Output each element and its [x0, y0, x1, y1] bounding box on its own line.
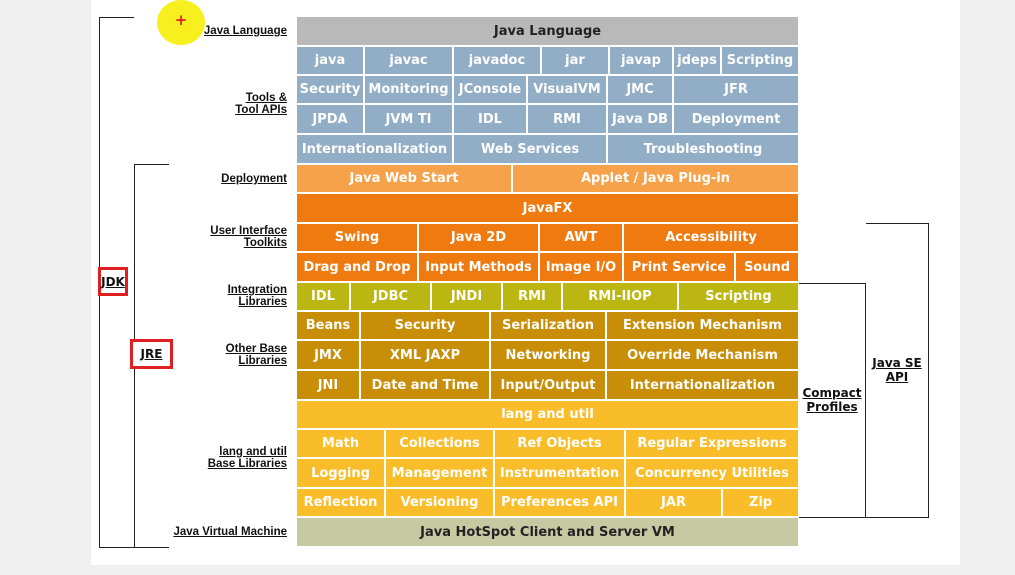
- cell-input-output: Input/Output: [490, 370, 606, 400]
- cell-jni: JNI: [296, 370, 360, 400]
- cell-swing: Swing: [296, 223, 418, 252]
- cell-scripting: Scripting: [721, 46, 799, 75]
- cell-sound: Sound: [735, 252, 799, 282]
- cell-java-db: Java DB: [607, 104, 673, 134]
- java-se-api-label: [867, 356, 927, 384]
- cell-lang-and-util: lang and util: [296, 400, 799, 429]
- label-other-line1: Other Base: [225, 343, 287, 355]
- cell-java-language: Java Language: [296, 16, 799, 46]
- cell-networking: Networking: [490, 340, 606, 370]
- label-java-language: Java Language: [203, 25, 287, 37]
- label-integration-line2: Libraries: [238, 296, 287, 308]
- jre-highlight-box: [130, 339, 173, 369]
- cell-input-methods: Input Methods: [418, 252, 539, 282]
- cell-rmi: RMI: [527, 104, 607, 134]
- cell-java-2d: Java 2D: [418, 223, 539, 252]
- cell-scripting: Scripting: [678, 282, 799, 311]
- cursor-highlight: [157, 0, 205, 45]
- label-lang-line2: Base Libraries: [207, 458, 287, 470]
- cell-javadoc: javadoc: [453, 46, 541, 75]
- cell-concurrency-utilities: Concurrency Utilities: [625, 458, 799, 488]
- cell-zip: Zip: [722, 488, 799, 517]
- cell-management: Management: [385, 458, 494, 488]
- cell-monitoring: Monitoring: [364, 75, 453, 104]
- jdk-label: JDK: [101, 274, 125, 289]
- label-tools-line1: Tools &: [245, 92, 287, 104]
- cell-awt: AWT: [539, 223, 623, 252]
- label-deployment: Deployment: [221, 173, 287, 185]
- cell-security: Security: [296, 75, 364, 104]
- cell-jmx: JMX: [296, 340, 360, 370]
- label-lang-util: [208, 446, 287, 470]
- cell-regular-expressions: Regular Expressions: [625, 429, 799, 458]
- cell-accessibility: Accessibility: [623, 223, 799, 252]
- compact-line2: Profiles: [806, 400, 858, 414]
- cell-troubleshooting: Troubleshooting: [607, 134, 799, 164]
- cell-javap: javap: [609, 46, 673, 75]
- cell-applet-java-plug-in: Applet / Java Plug-in: [512, 164, 799, 193]
- label-tools-line2: Tool APIs: [235, 104, 287, 116]
- label-integration-line1: Integration: [227, 284, 287, 296]
- cell-jndi: JNDI: [431, 282, 502, 311]
- label-tools: [235, 92, 287, 116]
- cell-jar: jar: [541, 46, 609, 75]
- cell-javafx: JavaFX: [296, 193, 799, 223]
- cell-override-mechanism: Override Mechanism: [606, 340, 799, 370]
- cell-serialization: Serialization: [490, 311, 606, 340]
- javase-line1: Java SE: [872, 356, 922, 370]
- cell-ref-objects: Ref Objects: [494, 429, 625, 458]
- cell-preferences-api: Preferences API: [494, 488, 625, 517]
- jre-label: JRE: [140, 347, 163, 361]
- cell-instrumentation: Instrumentation: [494, 458, 625, 488]
- label-jvm: Java Virtual Machine: [173, 526, 287, 538]
- label-lang-line1: lang and util: [219, 446, 287, 458]
- cell-visualvm: VisualVM: [527, 75, 607, 104]
- cell-drag-and-drop: Drag and Drop: [296, 252, 418, 282]
- label-other-line2: Libraries: [238, 355, 287, 367]
- cell-jconsole: JConsole: [453, 75, 527, 104]
- cell-deployment: Deployment: [673, 104, 799, 134]
- cell-jfr: JFR: [673, 75, 799, 104]
- cell-extension-mechanism: Extension Mechanism: [606, 311, 799, 340]
- cell-rmi-iiop: RMI-IIOP: [562, 282, 678, 311]
- plus-icon: +: [174, 10, 188, 29]
- compact-line1: Compact: [802, 386, 862, 400]
- cell-internationalization: Internationalization: [296, 134, 453, 164]
- cell-java-web-start: Java Web Start: [296, 164, 512, 193]
- javase-line2: API: [885, 370, 909, 384]
- label-integration: [228, 284, 287, 308]
- compact-profiles-label: [800, 386, 864, 414]
- cell-date-and-time: Date and Time: [360, 370, 490, 400]
- cell-versioning: Versioning: [385, 488, 494, 517]
- cell-internationalization: Internationalization: [606, 370, 799, 400]
- cell-rmi: RMI: [502, 282, 562, 311]
- cell-idl: IDL: [296, 282, 350, 311]
- cell-jvm-ti: JVM TI: [364, 104, 453, 134]
- cell-jmc: JMC: [607, 75, 673, 104]
- label-ui-line2: Toolkits: [243, 237, 287, 249]
- cell-web-services: Web Services: [453, 134, 607, 164]
- cell-jar: JAR: [625, 488, 722, 517]
- cell-collections: Collections: [385, 429, 494, 458]
- cell-jdbc: JDBC: [350, 282, 431, 311]
- cell-beans: Beans: [296, 311, 360, 340]
- cell-xml-jaxp: XML JAXP: [360, 340, 490, 370]
- cell-print-service: Print Service: [623, 252, 735, 282]
- label-ui-line1: User Interface: [210, 225, 287, 237]
- cell-java: java: [296, 46, 364, 75]
- cell-java-hotspot-client-and-server-vm: Java HotSpot Client and Server VM: [296, 517, 799, 547]
- cell-jdeps: jdeps: [673, 46, 721, 75]
- cell-logging: Logging: [296, 458, 385, 488]
- cell-jpda: JPDA: [296, 104, 364, 134]
- cell-math: Math: [296, 429, 385, 458]
- cell-reflection: Reflection: [296, 488, 385, 517]
- jdk-highlight-box: [98, 267, 128, 296]
- cell-security: Security: [360, 311, 490, 340]
- cell-image-i-o: Image I/O: [539, 252, 623, 282]
- cell-javac: javac: [364, 46, 453, 75]
- label-user-interface: [210, 225, 287, 249]
- cell-idl: IDL: [453, 104, 527, 134]
- label-other-base: [226, 343, 287, 367]
